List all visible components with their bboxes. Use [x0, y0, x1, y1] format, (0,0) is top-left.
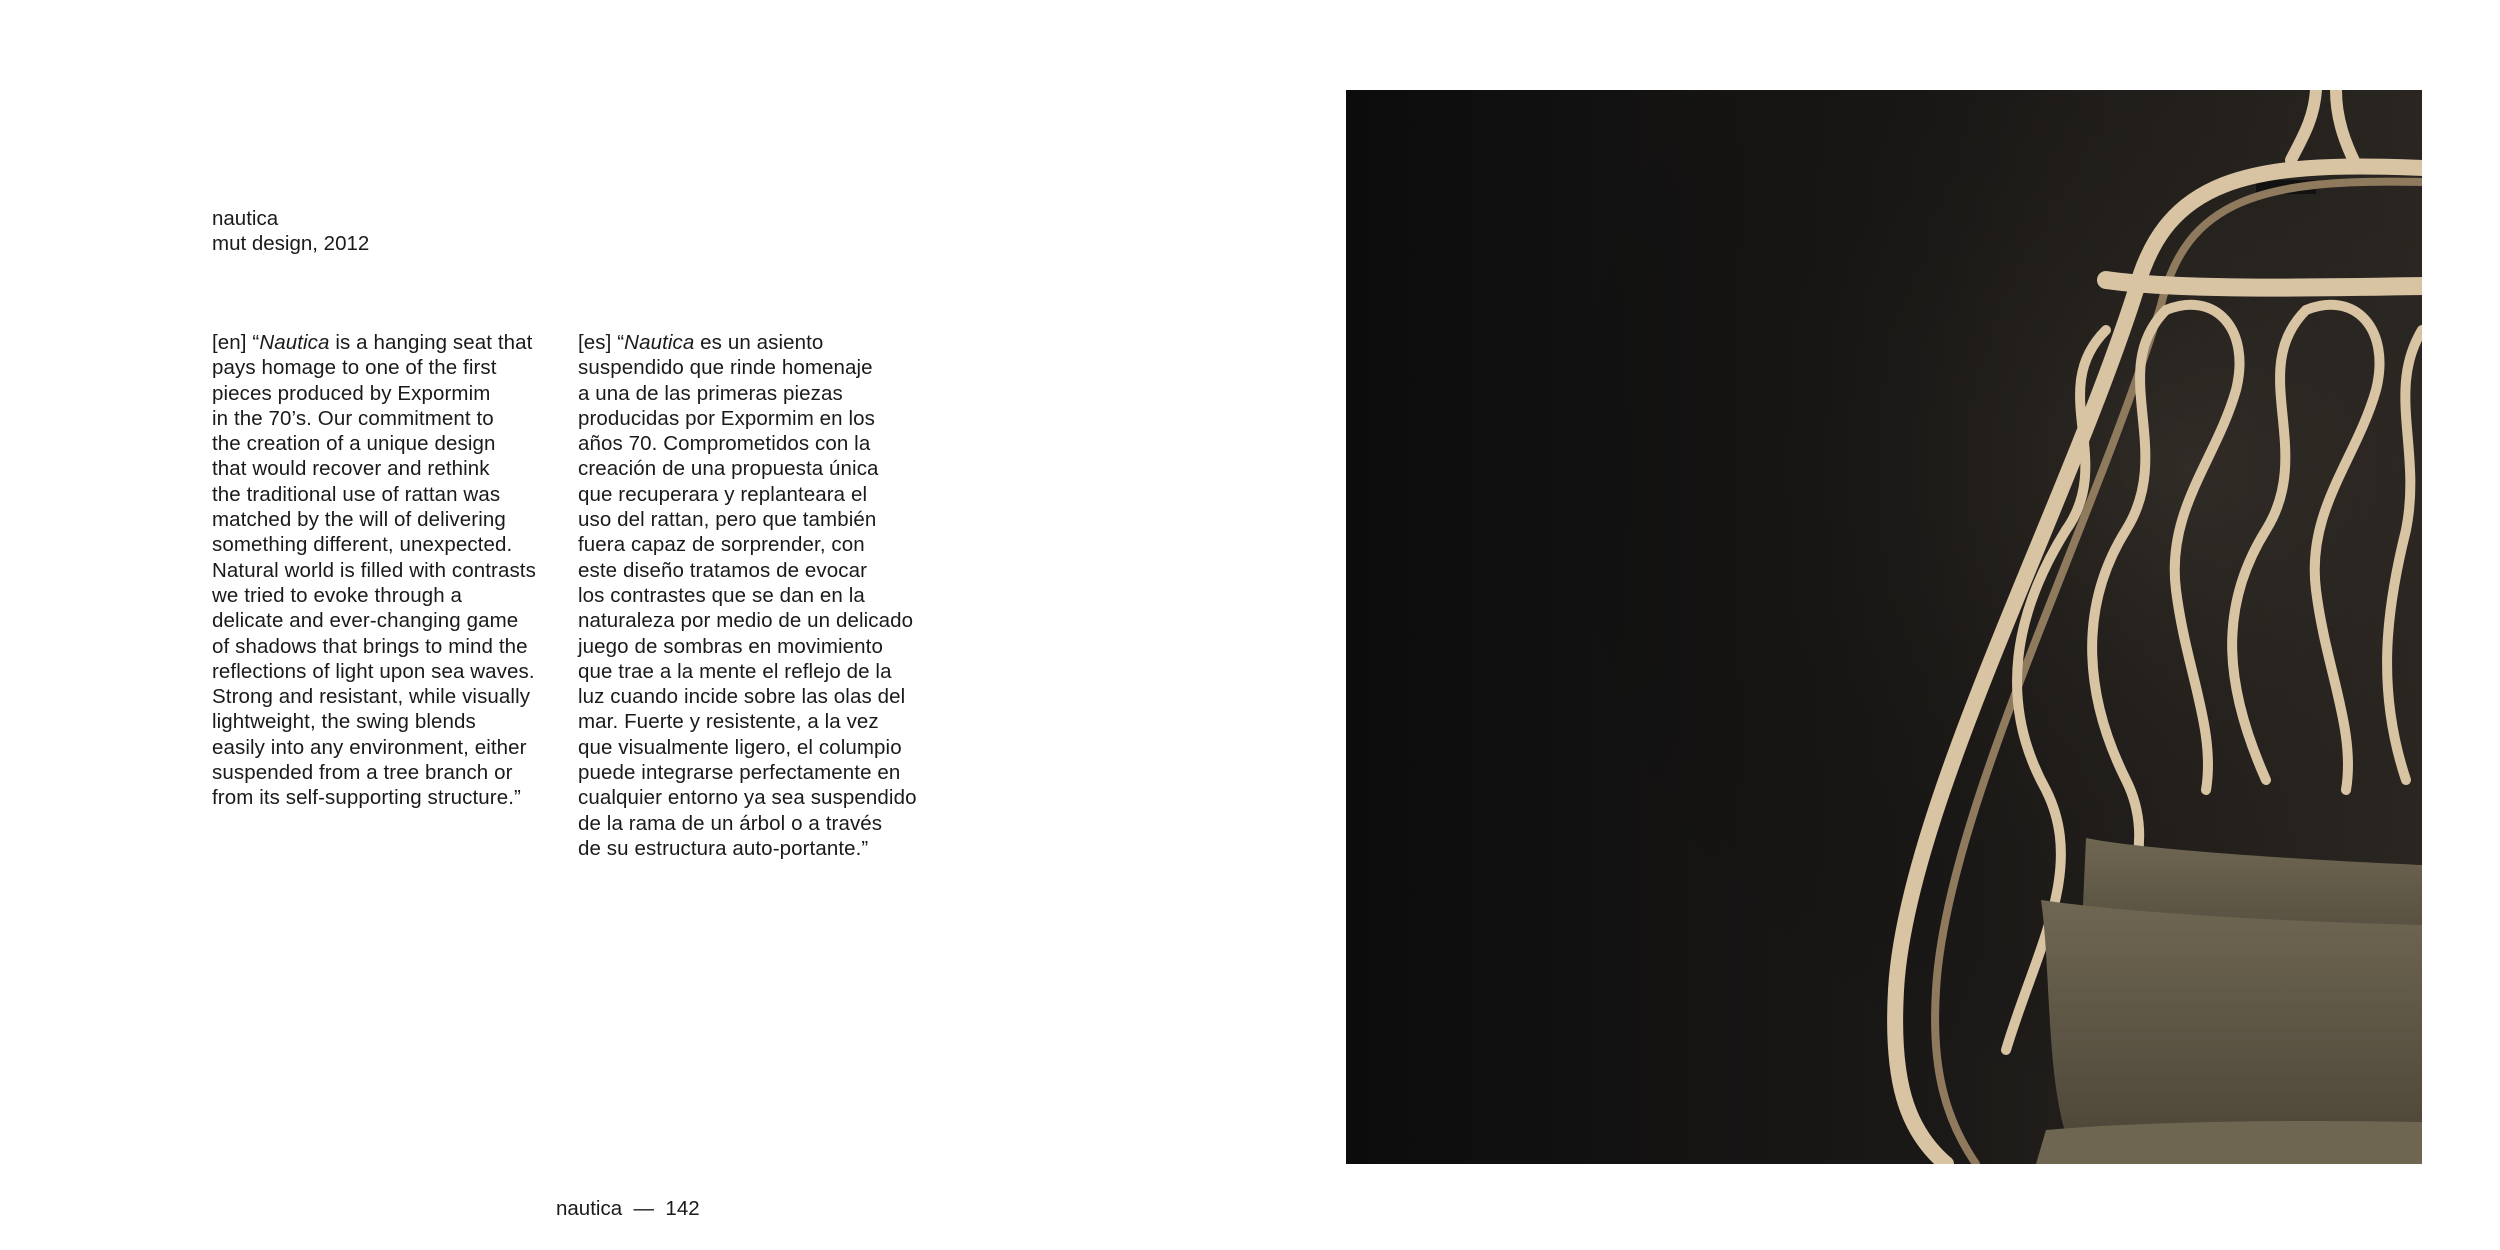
text-line: juego de sombras en movimiento [578, 634, 883, 658]
text-line: pieces produced by Expormim [212, 381, 491, 405]
text-line: que trae a la mente el reflejo de la [578, 659, 892, 683]
seat-cushion [2036, 1121, 2422, 1164]
product-photo [1346, 90, 2422, 1164]
text-line: the creation of a unique design [212, 432, 496, 456]
text-line: cualquier entorno ya sea suspendido [578, 786, 917, 810]
text-line: suspendido que rinde homenaje [578, 356, 873, 380]
text-line: de la rama de un árbol o a través [578, 811, 883, 835]
page-footer [556, 1196, 700, 1221]
text-line: producidas por Expormim en los [578, 406, 875, 430]
text-line: años 70. Comprometidos con la [578, 432, 871, 456]
text-line: of shadows that brings to mind the [212, 634, 528, 658]
text-line: este diseño tratamos de evocar [578, 558, 868, 582]
text-fragment: [en] “ [212, 331, 260, 354]
text-line: creación de una propuesta única [578, 457, 879, 481]
text-line: que visualmente ligero, el columpio [578, 735, 902, 759]
text-fragment: es un asiento [694, 331, 824, 354]
footer-separator: — [633, 1197, 655, 1220]
text-line: in the 70’s. Our commitment to [212, 406, 494, 430]
spanish-description [578, 330, 917, 861]
text-line: a una de las primeras piezas [578, 381, 843, 405]
text-fragment: is a hanging seat that [329, 331, 533, 354]
product-header [212, 206, 369, 256]
text-line: matched by the will of delivering [212, 508, 506, 532]
text-line: that would recover and rethink [212, 457, 490, 481]
text-line: the traditional use of rattan was [212, 482, 501, 506]
text-line [578, 330, 917, 355]
text-line: from its self-supporting structure.” [212, 786, 521, 810]
text-line: uso del rattan, pero que también [578, 508, 877, 532]
text-line: fuera capaz de sorprender, con [578, 533, 865, 557]
designer-credit: mut design, 2012 [212, 232, 370, 255]
text-line: puede integrarse perfectamente en [578, 761, 901, 785]
text-line [212, 330, 536, 355]
text-line: naturaleza por medio de un delicado [578, 609, 914, 633]
text-line: luz cuando incide sobre las olas del [578, 685, 906, 709]
hanging-chair-illustration [1346, 90, 2422, 1164]
text-line: delicate and ever-changing game [212, 609, 519, 633]
text-line: suspended from a tree branch or [212, 761, 513, 785]
page-number: 142 [665, 1197, 700, 1220]
text-line: we tried to evoke through a [212, 583, 462, 607]
product-title: nautica [212, 207, 279, 230]
text-line: pays homage to one of the first [212, 356, 497, 380]
product-name-italic: Nautica [624, 331, 695, 354]
english-description [212, 330, 536, 811]
text-line: Strong and resistant, while visually [212, 685, 531, 709]
crossbar [2106, 280, 2422, 288]
text-line: easily into any environment, either [212, 735, 527, 759]
text-line: Natural world is filled with contrasts [212, 558, 536, 582]
front-cushion [2041, 900, 2422, 1141]
product-name-italic: Nautica [259, 331, 330, 354]
text-line: de su estructura auto-portante.” [578, 836, 869, 860]
text-line: reflections of light upon sea waves. [212, 659, 535, 683]
text-line: lightweight, the swing blends [212, 710, 476, 734]
text-fragment: [es] “ [578, 331, 625, 354]
text-line: mar. Fuerte y resistente, a la vez [578, 710, 879, 734]
text-line: que recuperara y replanteara el [578, 482, 868, 506]
text-line: something different, unexpected. [212, 533, 513, 557]
text-line: los contrastes que se dan en la [578, 583, 865, 607]
footer-section: nautica [556, 1197, 623, 1220]
